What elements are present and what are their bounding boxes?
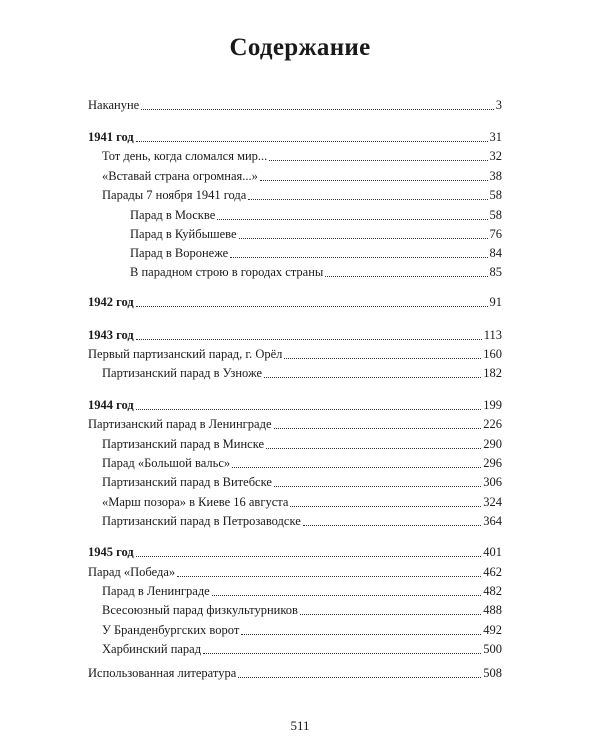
toc-leader-dots bbox=[203, 652, 481, 654]
toc-leader-dots bbox=[136, 408, 482, 410]
toc-entry-label: «Вставай страна огромная...» bbox=[102, 169, 258, 183]
toc-entry-label: Партизанский парад в Узноже bbox=[102, 366, 262, 380]
toc-entry bbox=[102, 364, 502, 383]
toc-entry-label: Использованная литература bbox=[88, 666, 237, 680]
toc-entry bbox=[102, 601, 502, 620]
toc-entry-label: Партизанский парад в Петрозаводске bbox=[102, 514, 301, 528]
toc-entry-label: Всесоюзный парад физкультурников bbox=[102, 603, 298, 617]
toc-entry-label: Первый партизанский парад, г. Орёл bbox=[88, 347, 283, 361]
toc-entry-page: 160 bbox=[483, 347, 502, 361]
toc-entry-label: Парад «Большой вальс» bbox=[102, 456, 231, 470]
toc-entry-page: 182 bbox=[483, 366, 502, 380]
toc-entry bbox=[88, 543, 502, 562]
toc-entry bbox=[102, 473, 502, 492]
toc-entry-label: Парад в Куйбышеве bbox=[130, 227, 237, 241]
toc-leader-dots bbox=[177, 575, 481, 577]
toc-leader-dots bbox=[238, 676, 481, 678]
toc-entry-page: 3 bbox=[495, 98, 502, 112]
toc-entry bbox=[102, 435, 502, 454]
toc-entry-label: 1941 год bbox=[88, 130, 134, 144]
toc-entry-page: 500 bbox=[483, 642, 502, 656]
toc-entry-page: 401 bbox=[483, 545, 502, 559]
toc-entry-page: 306 bbox=[483, 475, 502, 489]
toc-leader-dots bbox=[274, 485, 481, 487]
page-title: Содержание bbox=[229, 34, 371, 61]
toc-entry-label: «Марш позора» в Киеве 16 августа bbox=[102, 495, 289, 509]
toc-entry-page: 508 bbox=[483, 666, 502, 680]
toc-entry-label: В парадном строю в городах страны bbox=[130, 265, 324, 279]
toc-leader-dots bbox=[217, 218, 487, 220]
toc-entry bbox=[130, 244, 502, 263]
toc-entry bbox=[88, 396, 502, 415]
toc-entry bbox=[102, 454, 502, 473]
toc-leader-dots bbox=[248, 198, 487, 200]
toc-entry-label: Партизанский парад в Минске bbox=[102, 437, 265, 451]
toc-entry-label: Накануне bbox=[88, 98, 140, 112]
toc-entry bbox=[102, 493, 502, 512]
toc-entry bbox=[102, 167, 502, 186]
toc-leader-dots bbox=[274, 427, 482, 429]
toc-entry-page: 85 bbox=[489, 265, 502, 279]
toc-leader-dots bbox=[136, 140, 488, 142]
toc-entry-label: 1943 год bbox=[88, 328, 134, 342]
toc-entry-page: 482 bbox=[483, 584, 502, 598]
toc-entry-page: 488 bbox=[483, 603, 502, 617]
toc-leader-dots bbox=[266, 447, 481, 449]
toc-leader-dots bbox=[141, 108, 494, 110]
toc-entry bbox=[102, 621, 502, 640]
toc-leader-dots bbox=[230, 256, 487, 258]
toc-entry bbox=[88, 345, 502, 364]
toc-entry-page: 199 bbox=[483, 398, 502, 412]
toc-entry-label: Парад «Победа» bbox=[88, 565, 176, 579]
toc-entry-label: Парад в Воронеже bbox=[130, 246, 229, 260]
toc-entry bbox=[102, 186, 502, 205]
toc-entry bbox=[130, 263, 502, 282]
toc-entry-page: 58 bbox=[489, 188, 502, 202]
toc-entry bbox=[102, 640, 502, 659]
toc-entry-page: 31 bbox=[489, 130, 502, 144]
toc-entry-label: Парад в Ленинграде bbox=[102, 584, 210, 598]
toc-leader-dots bbox=[325, 275, 487, 277]
toc-entry bbox=[102, 582, 502, 601]
toc-leader-dots bbox=[241, 633, 481, 635]
toc-entry-label: Тот день, когда сломался мир... bbox=[102, 149, 268, 163]
toc-entry-label: Партизанский парад в Витебске bbox=[102, 475, 272, 489]
toc-leader-dots bbox=[136, 338, 482, 340]
toc-entry bbox=[88, 664, 502, 683]
toc-entry-page: 324 bbox=[483, 495, 502, 509]
toc-leader-dots bbox=[136, 305, 488, 307]
toc-entry-page: 32 bbox=[489, 149, 502, 163]
toc-entry-page: 492 bbox=[483, 623, 502, 637]
toc-leader-dots bbox=[303, 524, 481, 526]
toc-entry bbox=[88, 293, 502, 312]
toc-entry bbox=[130, 225, 502, 244]
toc-entry bbox=[102, 512, 502, 531]
page-number: 511 bbox=[290, 718, 310, 733]
toc-entry bbox=[88, 326, 502, 345]
toc-leader-dots bbox=[239, 237, 488, 239]
toc-entry-label: Парады 7 ноября 1941 года bbox=[102, 188, 247, 202]
toc-leader-dots bbox=[260, 179, 488, 181]
toc-entry-label: Харбинский парад bbox=[102, 642, 202, 656]
toc-entry-page: 296 bbox=[483, 456, 502, 470]
toc-leader-dots bbox=[300, 613, 481, 615]
toc-entry-page: 290 bbox=[483, 437, 502, 451]
toc-leader-dots bbox=[212, 594, 482, 596]
toc-entry-page: 113 bbox=[483, 328, 502, 342]
toc-entry bbox=[88, 96, 502, 115]
toc-leader-dots bbox=[284, 357, 481, 359]
toc-entry-page: 91 bbox=[489, 295, 502, 309]
toc-entry-page: 462 bbox=[483, 565, 502, 579]
toc-entry bbox=[88, 415, 502, 434]
toc-entry-label: 1945 год bbox=[88, 545, 134, 559]
toc-leader-dots bbox=[232, 466, 481, 468]
toc-entry-page: 364 bbox=[483, 514, 502, 528]
toc-leader-dots bbox=[136, 555, 482, 557]
toc-entry bbox=[88, 128, 502, 147]
toc-entry-page: 76 bbox=[489, 227, 502, 241]
toc-entry-label: 1944 год bbox=[88, 398, 134, 412]
toc-leader-dots bbox=[269, 159, 487, 161]
toc-entry bbox=[88, 563, 502, 582]
toc-entry-page: 226 bbox=[483, 417, 502, 431]
toc-entry bbox=[102, 147, 502, 166]
toc-leader-dots bbox=[290, 505, 481, 507]
toc-entry-page: 38 bbox=[489, 169, 502, 183]
toc-entry-page: 58 bbox=[489, 208, 502, 222]
toc-entry-label: Партизанский парад в Ленинграде bbox=[88, 417, 272, 431]
toc-entry-page: 84 bbox=[489, 246, 502, 260]
toc-entry-label: Парад в Москве bbox=[130, 208, 216, 222]
toc-entry-label: У Бранденбургских ворот bbox=[102, 623, 240, 637]
toc-entry bbox=[130, 206, 502, 225]
toc-leader-dots bbox=[264, 376, 481, 378]
toc-entry-label: 1942 год bbox=[88, 295, 134, 309]
